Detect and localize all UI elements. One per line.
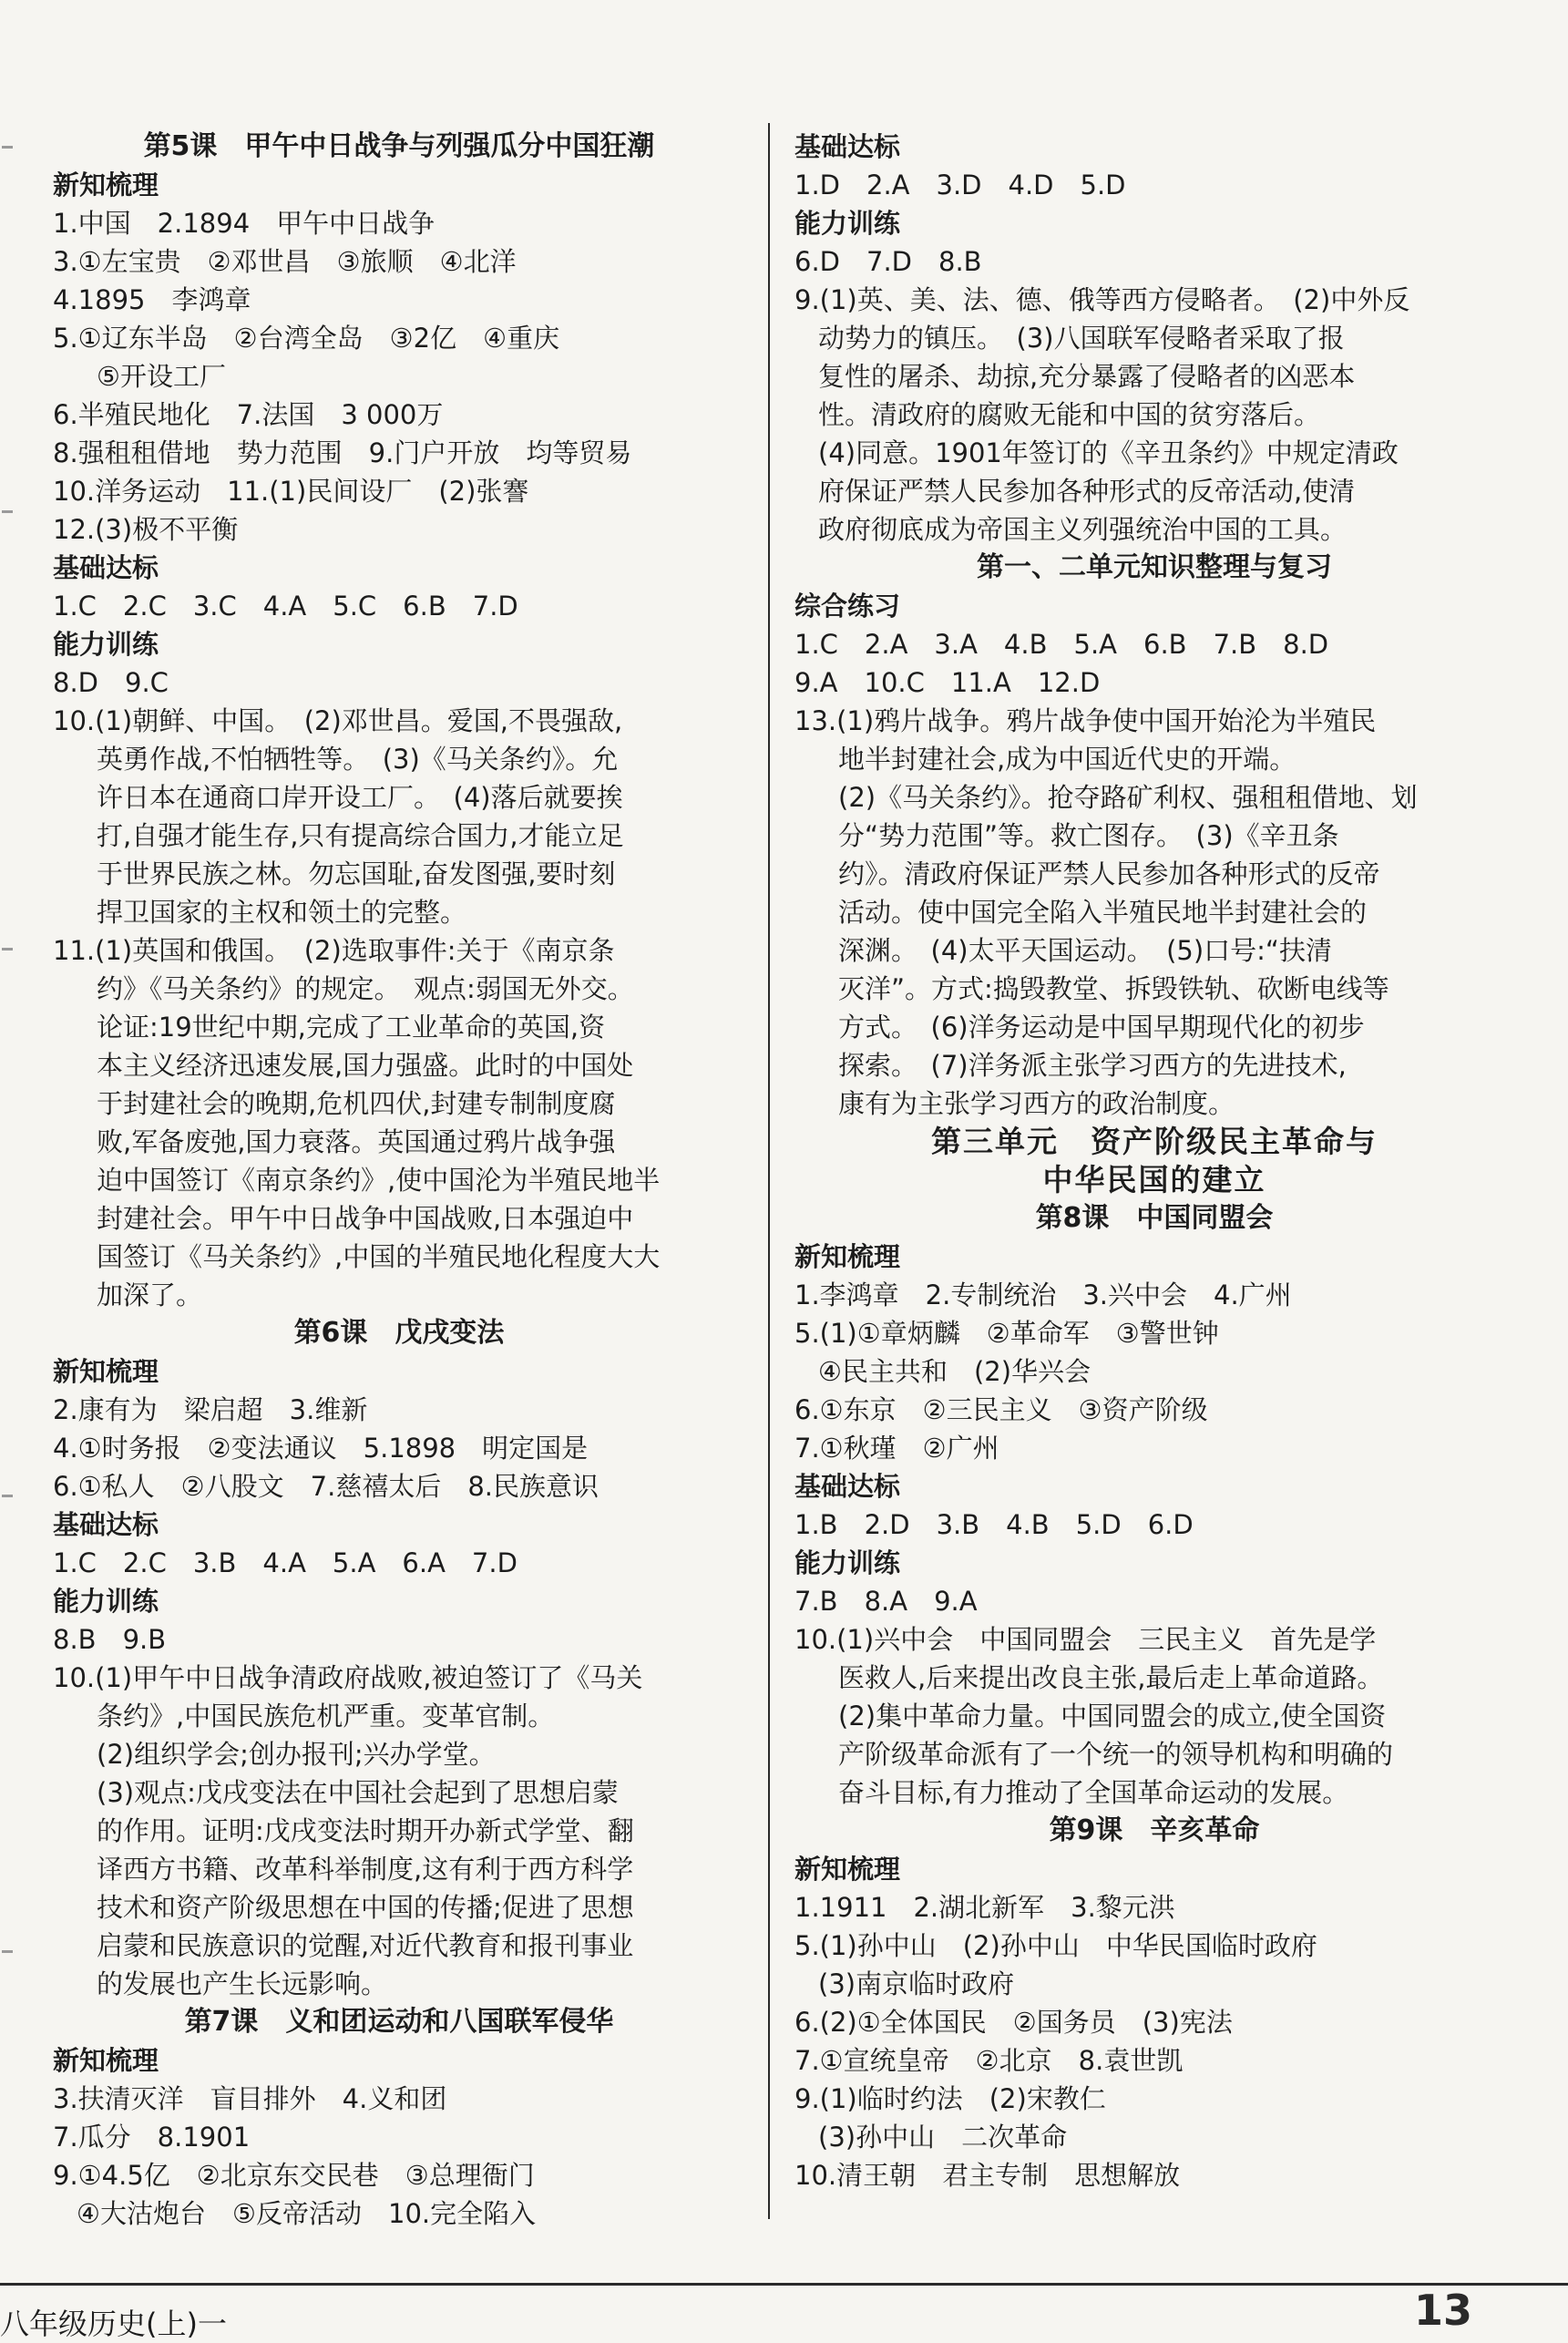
unit-title: 中华民国的建立 <box>1042 1162 1266 1197</box>
section-heading: 新知梳理 <box>53 1356 159 1387</box>
answer-line: 迫中国签订《南京条约》,使中国沦为半殖民地半 <box>97 1165 661 1196</box>
answer-line: 打,自强才能生存,只有提高综合国力,才能立足 <box>97 820 624 851</box>
answer-line: 6.(2)①全体国民 ②国务员 (3)宪法 <box>794 2007 1233 2038</box>
answer-line: 9.(1)临时约法 (2)宋教仁 <box>794 2083 1106 2114</box>
answer-line: 1.1911 2.湖北新军 3.黎元洪 <box>794 1892 1175 1923</box>
answer-line: 约》《马关条约》的规定。 观点:弱国无外交。 <box>97 973 634 1004</box>
answer-line: 8.B 9.B <box>53 1624 167 1655</box>
section-heading: 基础达标 <box>794 131 901 162</box>
answer-line: 8.强租租借地 势力范围 9.门户开放 均等贸易 <box>53 437 632 468</box>
lesson-title: 第5课 甲午中日战争与列强瓜分中国狂潮 <box>143 130 655 162</box>
answer-line: 9.(1)英、美、法、德、俄等西方侵略者。 (2)中外反 <box>794 284 1410 315</box>
answer-line: 7.B 8.A 9.A <box>794 1586 978 1617</box>
answer-line: 条约》,中国民族危机严重。变革官制。 <box>97 1701 555 1732</box>
answer-line: ④大沽炮台 ⑤反帝活动 10.完全陷入 <box>77 2198 537 2229</box>
answer-line: 1.B 2.D 3.B 4.B 5.D 6.D <box>794 1509 1194 1540</box>
answer-line: 分“势力范围”等。救亡图存。 (3)《辛丑条 <box>838 820 1339 851</box>
section-heading: 能力训练 <box>53 629 159 660</box>
answer-line: 10.(1)兴中会 中国同盟会 三民主义 首先是学 <box>794 1624 1377 1655</box>
lesson-title: 第9课 辛亥革命 <box>1049 1814 1260 1846</box>
answer-line: 英勇作战,不怕牺牲等。 (3)《马关条约》。允 <box>97 744 619 775</box>
answer-line: 复性的屠杀、劫掠,充分暴露了侵略者的凶恶本 <box>818 361 1356 392</box>
answer-line: 5.(1)①章炳麟 ②革命军 ③警世钟 <box>794 1318 1219 1349</box>
answer-line: 动势力的镇压。 (3)八国联军侵略者采取了报 <box>818 323 1345 354</box>
footer-rule <box>0 2283 1568 2286</box>
section-heading: 新知梳理 <box>53 2045 159 2076</box>
left-column <box>53 128 745 2233</box>
unit-title: 第三单元 资产阶级民主革命与 <box>931 1124 1378 1159</box>
answer-line: 奋斗目标,有力推动了全国革命运动的发展。 <box>838 1777 1349 1808</box>
margin-marks <box>0 128 16 2224</box>
answer-line: 灭洋”。方式:捣毁教堂、拆毁铁轨、砍断电线等 <box>838 973 1389 1004</box>
answer-line: (2)《马关条约》。抢夺路矿利权、强租租借地、划 <box>838 782 1418 813</box>
answer-line: 1.D 2.A 3.D 4.D 5.D <box>794 170 1126 200</box>
answer-line: 1.李鸿章 2.专制统治 3.兴中会 4.广州 <box>794 1279 1292 1310</box>
answer-line: 10.(1)朝鲜、中国。 (2)邓世昌。爱国,不畏强敌, <box>53 705 623 736</box>
answer-line: 探索。 (7)洋务派主张学习西方的先进技术, <box>838 1050 1347 1081</box>
answer-line: 产阶级革命派有了一个统一的领导机构和明确的 <box>838 1739 1394 1770</box>
section-heading: 能力训练 <box>794 1547 901 1578</box>
answer-line: 1.C 2.C 3.B 4.A 5.A 6.A 7.D <box>53 1547 518 1578</box>
answer-line: 捍卫国家的主权和领土的完整。 <box>97 897 467 928</box>
answer-line: 5.(1)孙中山 (2)孙中山 中华民国临时政府 <box>794 1930 1317 1961</box>
answer-line: ⑤开设工厂 <box>97 361 226 392</box>
answer-line: 3.①左宝贵 ②邓世昌 ③旅顺 ④北洋 <box>53 246 517 277</box>
answer-line: 败,军备废弛,国力衰落。英国通过鸦片战争强 <box>97 1126 616 1157</box>
answer-line: 启蒙和民族意识的觉醒,对近代教育和报刊事业 <box>97 1930 634 1961</box>
section-heading: 新知梳理 <box>794 1241 901 1272</box>
answer-line: 5.①辽东半岛 ②台湾全岛 ③2亿 ④重庆 <box>53 323 560 354</box>
answer-line: ④民主共和 (2)华兴会 <box>818 1356 1091 1387</box>
answer-line: 4.①时务报 ②变法通议 5.1898 明定国是 <box>53 1433 589 1464</box>
answer-line: 深渊。 (4)太平天国运动。 (5)口号:“扶清 <box>838 935 1332 966</box>
section-heading: 基础达标 <box>794 1471 901 1502</box>
answer-line: 9.A 10.C 11.A 12.D <box>794 667 1101 698</box>
answer-line: 6.D 7.D 8.B <box>794 246 982 277</box>
answer-line: 9.①4.5亿 ②北京东交民巷 ③总理衙门 <box>53 2160 535 2191</box>
lesson-title: 第8课 中国同盟会 <box>1035 1202 1274 1234</box>
section-heading: 基础达标 <box>53 1509 159 1540</box>
answer-line: 10.洋务运动 11.(1)民间设厂 (2)张謇 <box>53 476 529 507</box>
answer-line: 性。清政府的腐败无能和中国的贫穷落后。 <box>818 399 1321 430</box>
answer-line: 加深了。 <box>97 1279 203 1310</box>
answer-line: 7.①宣统皇帝 ②北京 8.袁世凯 <box>794 2045 1184 2076</box>
answer-line: 府保证严禁人民参加各种形式的反帝活动,使清 <box>818 476 1356 507</box>
answer-line: 医救人,后来提出改良主张,最后走上革命道路。 <box>838 1662 1384 1693</box>
answer-line: 译西方书籍、改革科举制度,这有利于西方科学 <box>97 1854 634 1885</box>
answer-line: 地半封建社会,成为中国近代史的开端。 <box>838 744 1296 775</box>
answer-line: 许日本在通商口岸开设工厂。 (4)落后就要挨 <box>97 782 623 813</box>
section-heading: 综合练习 <box>794 591 901 622</box>
answer-line: 7.①秋瑾 ②广州 <box>794 1433 999 1464</box>
answer-line: (2)集中革命力量。中国同盟会的成立,使全国资 <box>838 1701 1387 1732</box>
answer-line: 6.①东京 ②三民主义 ③资产阶级 <box>794 1394 1208 1425</box>
section-heading: 新知梳理 <box>794 1854 901 1885</box>
answer-line: 12.(3)极不平衡 <box>53 514 239 545</box>
answer-line: 8.D 9.C <box>53 667 169 698</box>
section-heading: 能力训练 <box>794 208 901 239</box>
answer-line: 13.(1)鸦片战争。鸦片战争使中国开始沦为半殖民 <box>794 705 1377 736</box>
answer-line: 方式。 (6)洋务运动是中国早期现代化的初步 <box>838 1012 1365 1043</box>
answer-line: 技术和资产阶级思想在中国的传播;促进了思想 <box>97 1892 634 1923</box>
right-column <box>794 128 1514 2194</box>
answer-line: 4.1895 李鸿章 <box>53 284 251 315</box>
answer-line: 封建社会。甲午中日战争中国战败,日本强迫中 <box>97 1203 634 1234</box>
column-divider <box>768 123 770 2219</box>
lesson-title: 第一、二单元知识整理与复习 <box>977 551 1332 583</box>
answer-line: 6.①私人 ②八股文 7.慈禧太后 8.民族意识 <box>53 1471 600 1502</box>
section-heading: 基础达标 <box>53 552 159 583</box>
answer-line: (2)组织学会;创办报刊;兴办学堂。 <box>97 1739 496 1770</box>
answer-line: 的作用。证明:戊戌变法时期开办新式学堂、翻 <box>97 1815 634 1846</box>
lesson-title: 第6课 戊戌变法 <box>293 1317 505 1349</box>
answer-line: 2.康有为 梁启超 3.维新 <box>53 1394 368 1425</box>
answer-line: 政府彻底成为帝国主义列强统治中国的工具。 <box>818 514 1348 545</box>
answer-line: (4)同意。1901年签订的《辛丑条约》中规定清政 <box>818 437 1399 468</box>
section-heading: 新知梳理 <box>53 170 159 200</box>
footer-text: 八年级历史(上)一 <box>0 2307 227 2341</box>
answer-line: 3.扶清灭洋 盲目排外 4.义和团 <box>53 2083 447 2114</box>
lesson-title: 第7课 义和团运动和八国联军侵华 <box>184 2006 614 2038</box>
answer-line: (3)孙中山 二次革命 <box>818 2122 1068 2153</box>
answer-line: 11.(1)英国和俄国。 (2)选取事件:关于《南京条 <box>53 935 615 966</box>
answer-line: 国签订《马关条约》,中国的半殖民地化程度大大 <box>97 1241 661 1272</box>
answer-line: (3)南京临时政府 <box>818 1968 1015 1999</box>
answer-line: 活动。使中国完全陷入半殖民地半封建社会的 <box>838 897 1368 928</box>
answer-line: 约》。清政府保证严禁人民参加各种形式的反帝 <box>838 858 1380 889</box>
page-number: 13 <box>1414 2286 1473 2335</box>
answer-line: 论证:19世纪中期,完成了工业革命的英国,资 <box>97 1012 606 1043</box>
section-heading: 能力训练 <box>53 1586 159 1617</box>
answer-line: 本主义经济迅速发展,国力强盛。此时的中国处 <box>97 1050 634 1081</box>
answer-line: 10.清王朝 君主专制 思想解放 <box>794 2160 1181 2191</box>
answer-line: (3)观点:戊戌变法在中国社会起到了思想启蒙 <box>97 1777 619 1808</box>
answer-line: 于封建社会的晚期,危机四伏,封建专制制度腐 <box>97 1088 616 1119</box>
answer-line: 1.C 2.C 3.C 4.A 5.C 6.B 7.D <box>53 591 518 622</box>
answer-line: 1.C 2.A 3.A 4.B 5.A 6.B 7.B 8.D <box>794 629 1329 660</box>
answer-line: 10.(1)甲午中日战争清政府战败,被迫签订了《马关 <box>53 1662 643 1693</box>
answer-line: 康有为主张学习西方的政治制度。 <box>838 1088 1235 1119</box>
answer-line: 7.瓜分 8.1901 <box>53 2122 251 2153</box>
answer-line: 的发展也产生长远影响。 <box>97 1968 388 1999</box>
answer-line: 于世界民族之林。勿忘国耻,奋发图强,要时刻 <box>97 858 616 889</box>
answer-line: 6.半殖民地化 7.法国 3 000万 <box>53 399 444 430</box>
answer-line: 1.中国 2.1894 甲午中日战争 <box>53 208 436 239</box>
